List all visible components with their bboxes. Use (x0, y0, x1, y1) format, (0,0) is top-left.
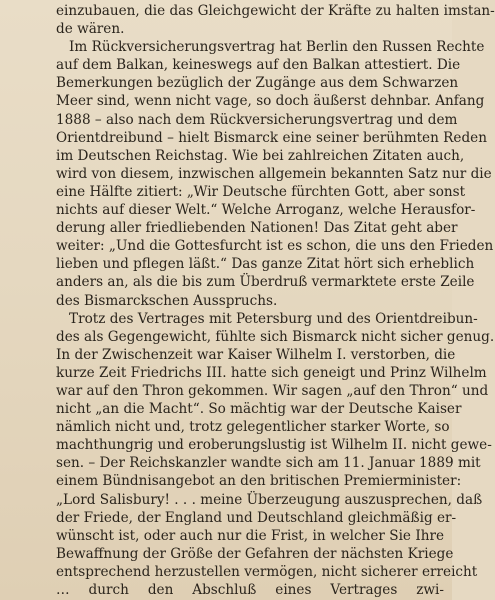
text-line: de wären. (56, 21, 125, 38)
text-line: Trotz des Vertrages mit Petersburg und des Orientdreibun- (69, 310, 478, 327)
text-line: … durch den Abschluß eines Vertrages zwi- (56, 582, 444, 598)
text-line: wünscht ist, oder auch nur die Frist, in welcher Sie Ihre (56, 527, 444, 544)
text-line: eine Hälfte zitiert: „Wir Deutsche fürchten Gott, aber sonst (56, 183, 466, 200)
text-line: Bemerkungen bezüglich der Zugänge aus dem Schwarzen (56, 75, 459, 92)
text-line: derung aller friedliebenden Nationen! Das Zitat geht aber (56, 220, 458, 237)
text-line: der Friede, der England und Deutschland gleichmäßig er- (56, 509, 457, 526)
text-line: Meer sind, wenn nicht vage, so doch äußerst dehnbar. Anfang (56, 93, 485, 110)
paragraph-3 (56, 310, 495, 598)
text-line: weiter: „Und die Gottesfurcht ist es schon, die uns den Frieden (56, 238, 494, 255)
text-line: einem Bündnisangebot an den britischen Premierminister: (56, 473, 462, 490)
text-line: Orientdreibund – hielt Bismarck eine seiner berühmten Reden (56, 129, 487, 146)
text-line: lieben und pflegen läßt.“ Das ganze Zitat hört sich erheblich (56, 256, 475, 273)
text-line: sen. – Der Reichskanzler wandte sich am 11. Januar 1889 mit (56, 455, 481, 472)
text-line: „Lord Salisbury! . . . meine Überzeugung auszusprechen, daß (56, 491, 483, 508)
text-line: des als Gegengewicht, fühlte sich Bismarck nicht sicher genug. (56, 328, 495, 345)
text-line: war auf den Thron gekommen. Wir sagen „auf den Thron“ und (56, 382, 489, 399)
text-line: im Deutschen Reichstag. Wie bei zahlreichen Zitaten auch, (56, 147, 465, 164)
text-line: kurze Zeit Friedrichs III. hatte sich geneigt und Prinz Wilhelm (56, 364, 487, 381)
text-line: einzubauen, die das Gleichgewicht der Kräfte zu halten imstan- (56, 3, 495, 19)
text-line: 1888 – also nach dem Rückversicherungsvertrag und dem (56, 111, 458, 128)
text-line: machthungrig und eroberungslustig ist Wilhelm II. nicht gewe- (56, 437, 492, 454)
text-line: auf dem Balkan, keineswegs auf den Balkan attestiert. Die (56, 57, 461, 74)
text-line: nicht „an die Macht“. So mächtig war der Deutsche Kaiser (56, 401, 462, 418)
paragraph-1 (56, 2, 495, 38)
text-line: entsprechend herzustellen vermögen, nicht sicherer erreicht (56, 563, 478, 580)
text-line: nämlich nicht und, trotz gelegentlicher starker Worte, so (56, 419, 450, 436)
text-line: Im Rückversicherungsvertrag hat Berlin den Russen Rechte (69, 39, 485, 56)
paragraph-2 (56, 38, 494, 309)
text-line: anders an, als die bis zum Überdruß vermarktete erste Zeile (56, 274, 475, 291)
text-line: In der Zwischenzeit war Kaiser Wilhelm I. verstorben, die (56, 346, 456, 363)
text-line: nichts auf dieser Welt.“ Welche Arroganz, welche Herausfor- (56, 202, 476, 219)
text-line: Bewaffnung der Größe der Gefahren der nächsten Kriege (56, 545, 454, 562)
text-line: wird von diesem, inzwischen allgemein bekannten Satz nur die (56, 165, 492, 182)
text-line: des Bismarckschen Ausspruchs. (56, 292, 278, 309)
body-text (56, 2, 495, 598)
